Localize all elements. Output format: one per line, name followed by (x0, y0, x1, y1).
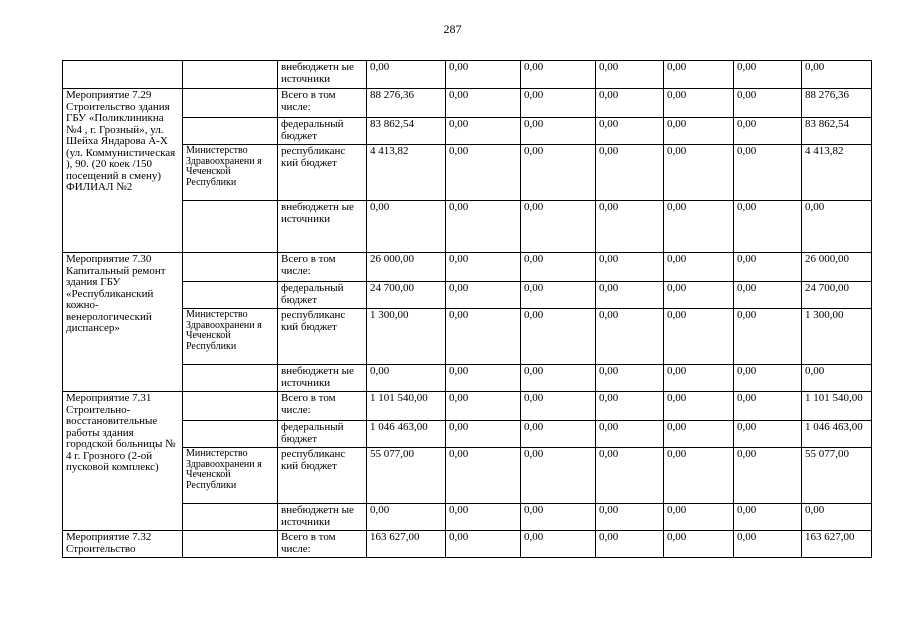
ministry-cell: Министерство Здравоохранени я Чеченской Республики (183, 145, 278, 201)
value-cell: 0,00 (664, 118, 734, 145)
table-row (63, 421, 872, 448)
value-cell: 0,00 (446, 392, 521, 421)
value-cell: 0,00 (664, 365, 734, 392)
value-cell: 4 413,82 (802, 145, 872, 201)
table-row (63, 145, 872, 201)
value-cell: 0,00 (734, 89, 802, 118)
value-cell: 1 300,00 (802, 309, 872, 365)
ministry-cell (183, 392, 278, 421)
ministry-cell (183, 282, 278, 309)
value-cell: 0,00 (734, 421, 802, 448)
value-cell: 0,00 (446, 365, 521, 392)
ministry-cell (183, 118, 278, 145)
value-cell: 0,00 (446, 421, 521, 448)
value-cell: 0,00 (521, 253, 596, 282)
value-cell: 0,00 (521, 448, 596, 504)
value-cell: 0,00 (521, 365, 596, 392)
value-cell: 1 046 463,00 (367, 421, 446, 448)
value-cell: 0,00 (734, 61, 802, 89)
value-cell: 0,00 (521, 201, 596, 253)
measure-cell: Мероприятие 7.31 Строительно- восстановительные работы здания городской больницы № 4 г. Грозного (2-ой пусковой комплекс) (63, 392, 183, 531)
value-cell: 0,00 (664, 89, 734, 118)
value-cell: 83 862,54 (367, 118, 446, 145)
value-cell: 0,00 (521, 504, 596, 531)
measure-cell (63, 61, 183, 89)
value-cell: 0,00 (596, 365, 664, 392)
value-cell: 0,00 (596, 309, 664, 365)
source-cell: Всего в том числе: (278, 392, 367, 421)
value-cell: 0,00 (596, 253, 664, 282)
source-cell: внебюджетн ые источники (278, 201, 367, 253)
value-cell: 1 101 540,00 (802, 392, 872, 421)
value-cell: 0,00 (664, 61, 734, 89)
value-cell: 0,00 (521, 531, 596, 558)
ministry-cell: Министерство Здравоохранени я Чеченской Республики (183, 309, 278, 365)
value-cell: 88 276,36 (367, 89, 446, 118)
source-cell: республиканс кий бюджет (278, 309, 367, 365)
value-cell: 0,00 (664, 201, 734, 253)
value-cell: 26 000,00 (367, 253, 446, 282)
value-cell: 0,00 (446, 253, 521, 282)
value-cell: 0,00 (734, 118, 802, 145)
ministry-cell (183, 365, 278, 392)
ministry-cell (183, 61, 278, 89)
value-cell: 0,00 (521, 309, 596, 365)
value-cell: 0,00 (664, 448, 734, 504)
value-cell: 0,00 (596, 448, 664, 504)
value-cell: 0,00 (664, 253, 734, 282)
value-cell: 1 101 540,00 (367, 392, 446, 421)
measure-cell: Мероприятие 7.30 Капитальный ремонт здания ГБУ «Республиканский кожно- венерологический диспансер» (63, 253, 183, 392)
ministry-cell: Министерство Здравоохранени я Чеченской Республики (183, 448, 278, 504)
value-cell: 163 627,00 (802, 531, 872, 558)
value-cell: 0,00 (664, 531, 734, 558)
value-cell: 0,00 (367, 61, 446, 89)
value-cell: 0,00 (446, 118, 521, 145)
value-cell: 0,00 (521, 282, 596, 309)
source-cell: Всего в том числе: (278, 253, 367, 282)
value-cell: 0,00 (446, 448, 521, 504)
value-cell: 0,00 (664, 145, 734, 201)
value-cell: 0,00 (596, 531, 664, 558)
value-cell: 0,00 (734, 448, 802, 504)
value-cell: 0,00 (596, 118, 664, 145)
value-cell: 0,00 (802, 365, 872, 392)
value-cell: 4 413,82 (367, 145, 446, 201)
table-row (63, 253, 872, 282)
value-cell: 0,00 (664, 282, 734, 309)
source-cell: внебюджетн ые источники (278, 504, 367, 531)
value-cell: 0,00 (664, 392, 734, 421)
value-cell: 1 300,00 (367, 309, 446, 365)
value-cell: 0,00 (734, 309, 802, 365)
value-cell: 0,00 (521, 118, 596, 145)
value-cell: 0,00 (734, 392, 802, 421)
value-cell: 0,00 (664, 504, 734, 531)
value-cell: 0,00 (446, 282, 521, 309)
table-row (63, 365, 872, 392)
source-cell: республиканс кий бюджет (278, 448, 367, 504)
value-cell: 0,00 (446, 145, 521, 201)
table-row (63, 392, 872, 421)
value-cell: 55 077,00 (802, 448, 872, 504)
value-cell: 0,00 (596, 421, 664, 448)
table-row (63, 282, 872, 309)
value-cell: 0,00 (446, 201, 521, 253)
value-cell: 55 077,00 (367, 448, 446, 504)
value-cell: 0,00 (446, 504, 521, 531)
ministry-cell (183, 421, 278, 448)
table-row (63, 504, 872, 531)
value-cell: 0,00 (802, 504, 872, 531)
value-cell: 0,00 (521, 61, 596, 89)
source-cell: внебюджетн ые источники (278, 61, 367, 89)
table-row (63, 61, 872, 89)
value-cell: 0,00 (596, 145, 664, 201)
value-cell: 0,00 (734, 504, 802, 531)
table-row (63, 309, 872, 365)
value-cell: 0,00 (596, 392, 664, 421)
value-cell: 88 276,36 (802, 89, 872, 118)
ministry-cell (183, 531, 278, 558)
value-cell: 0,00 (734, 253, 802, 282)
value-cell: 0,00 (596, 89, 664, 118)
value-cell: 0,00 (446, 309, 521, 365)
value-cell: 24 700,00 (367, 282, 446, 309)
value-cell: 0,00 (596, 504, 664, 531)
value-cell: 1 046 463,00 (802, 421, 872, 448)
table-row (63, 118, 872, 145)
source-cell: Всего в том числе: (278, 531, 367, 558)
source-cell: Всего в том числе: (278, 89, 367, 118)
value-cell: 0,00 (596, 201, 664, 253)
value-cell: 163 627,00 (367, 531, 446, 558)
table-row (63, 448, 872, 504)
value-cell: 0,00 (734, 282, 802, 309)
value-cell: 0,00 (521, 392, 596, 421)
source-cell: федеральный бюджет (278, 282, 367, 309)
value-cell: 0,00 (367, 365, 446, 392)
value-cell: 0,00 (802, 201, 872, 253)
budget-table (62, 60, 872, 558)
value-cell: 0,00 (521, 421, 596, 448)
measure-cell: Мероприятие 7.29 Строительство здания ГБУ «Поликлиникна №4 , г. Грозный», ул. Шейха Яндарова А-Х (ул. Коммунистическая ), 90. (20 коек /150 посещений в смену) ФИЛИАЛ №2 (63, 89, 183, 253)
ministry-cell (183, 504, 278, 531)
value-cell: 0,00 (521, 145, 596, 201)
value-cell: 0,00 (521, 89, 596, 118)
measure-cell: Мероприятие 7.32 Строительство (63, 531, 183, 558)
value-cell: 24 700,00 (802, 282, 872, 309)
value-cell: 83 862,54 (802, 118, 872, 145)
value-cell: 0,00 (734, 531, 802, 558)
value-cell: 0,00 (446, 89, 521, 118)
value-cell: 0,00 (802, 61, 872, 89)
ministry-cell (183, 89, 278, 118)
value-cell: 0,00 (596, 61, 664, 89)
value-cell: 0,00 (664, 421, 734, 448)
ministry-cell (183, 201, 278, 253)
table-row (63, 201, 872, 253)
value-cell: 0,00 (734, 365, 802, 392)
value-cell: 26 000,00 (802, 253, 872, 282)
value-cell: 0,00 (734, 145, 802, 201)
table-row (63, 531, 872, 558)
value-cell: 0,00 (446, 61, 521, 89)
value-cell: 0,00 (664, 309, 734, 365)
ministry-cell (183, 253, 278, 282)
source-cell: федеральный бюджет (278, 421, 367, 448)
source-cell: внебюджетн ые источники (278, 365, 367, 392)
value-cell: 0,00 (734, 201, 802, 253)
value-cell: 0,00 (367, 201, 446, 253)
source-cell: федеральный бюджет (278, 118, 367, 145)
table-row (63, 89, 872, 118)
value-cell: 0,00 (596, 282, 664, 309)
value-cell: 0,00 (446, 531, 521, 558)
source-cell: республиканс кий бюджет (278, 145, 367, 201)
page-number: 287 (443, 22, 462, 36)
value-cell: 0,00 (367, 504, 446, 531)
